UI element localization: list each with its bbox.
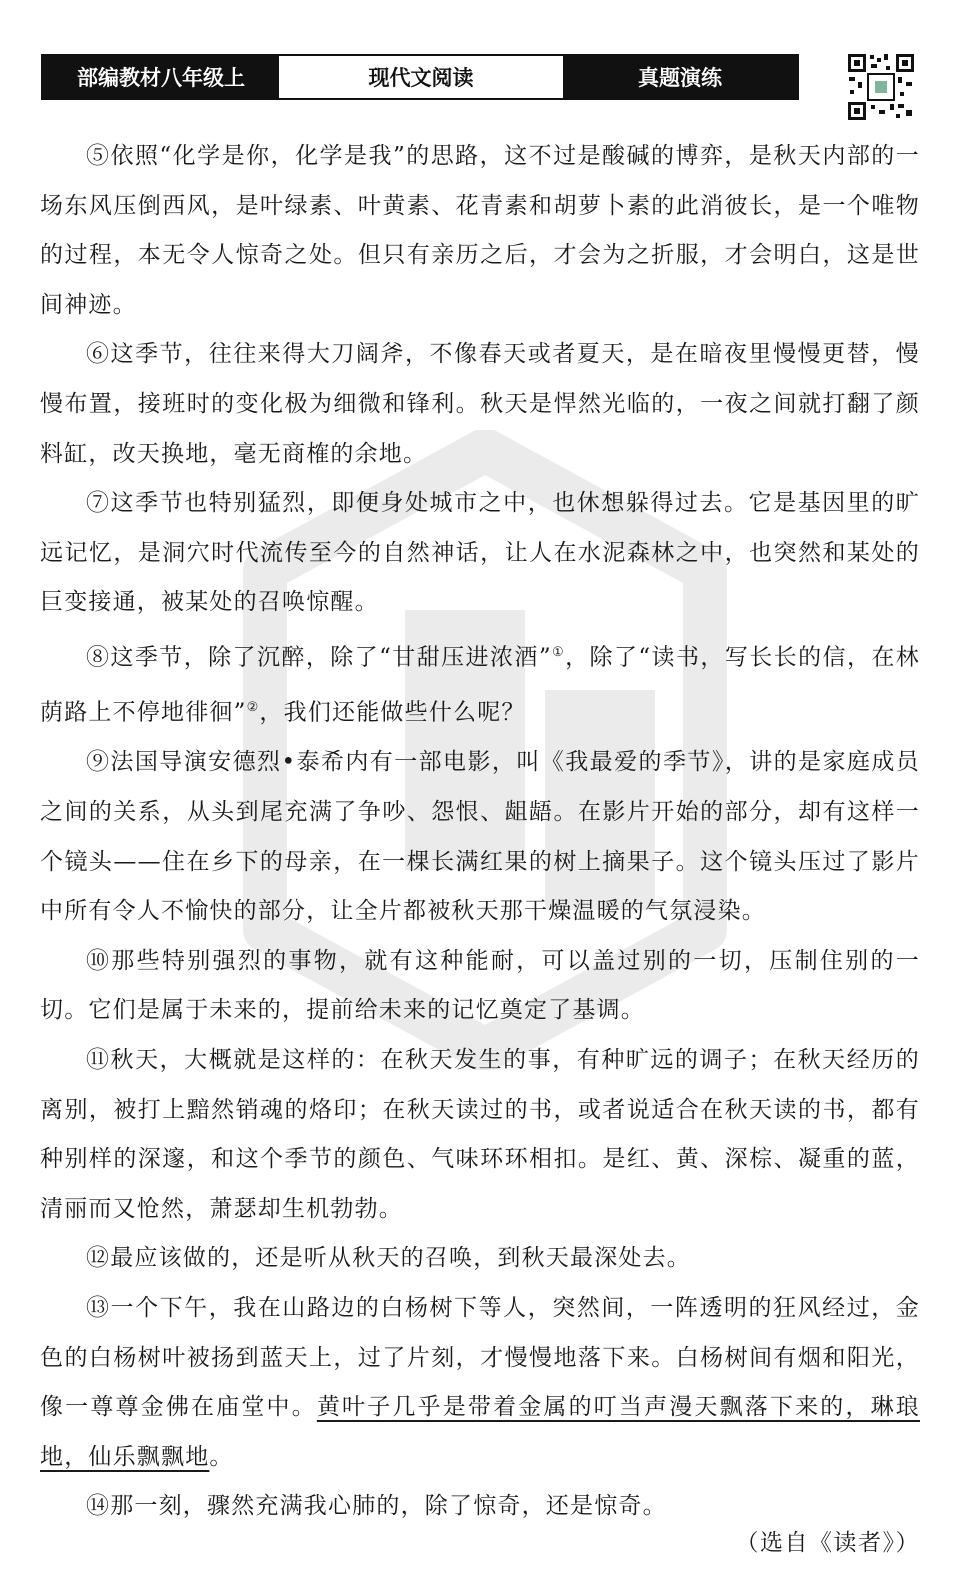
paragraph-8-part-b: ，除了“读书，写长长的信，在林荫路上不停地徘徊” <box>40 644 920 726</box>
paragraph-5: ⑤依照“化学是你，化学是我”的思路，这不过是酸碱的博弈，是秋天内部的一场东风压倒西风，是叶绿素、叶黄素、花青素和胡萝卜素的此消彼长，是一个唯物的过程，本无令人惊奇之处。但只有亲历之后，才会为之折服，才会明白，这是世间神迹。 <box>40 143 920 318</box>
header-section-label: 现代文阅读 <box>279 56 563 98</box>
paragraph-13-part-c: 。 <box>209 1443 234 1470</box>
paragraph-11: ⑪秋天，大概就是这样的：在秋天发生的事，有种旷远的调子；在秋天经历的离别，被打上黯然销魂的烙印；在秋天读过的书，或者说适合在秋天读的书，都有种别样的深邃，和这个季节的颜色、气味环环相扣。是红、黄、深棕、凝重的蓝，清丽而又怆然，萧瑟却生机勃勃。 <box>40 1047 920 1222</box>
source-citation: （选自《读者》） <box>735 1530 920 1556</box>
paragraph-13 <box>40 1284 920 1482</box>
paragraph-7: ⑦这季节也特别猛烈，即便身处城市之中，也休想躲得过去。它是基因里的旷远记忆，是洞穴时代流传至今的自然神话，让人在水泥森林之中，也突然和某处的巨变接通，被某处的召唤惊醒。 <box>40 490 920 616</box>
paragraph-6: ⑥这季节，往往来得大刀阔斧，不像春天或者夏天，是在暗夜里慢慢更替，慢慢布置，接班时的变化极为细微和锋利。秋天是悍然光临的，一夜之间就打翻了颜料缸，改天换地，毫无商榷的余地。 <box>40 341 920 467</box>
paragraph-8-part-c: ，我们还能做些什么呢？ <box>259 699 526 726</box>
paragraph-9: ⑨法国导演安德烈•泰希内有一部电影，叫《我最爱的季节》，讲的是家庭成员之间的关系，从头到尾充满了争吵、怨恨、龃龉。在影片开始的部分，却有这样一个镜头——住在乡下的母亲，在一棵长满红果的树上摘果子。这个镜头压过了影片中所有令人不愉快的部分，让全片都被秋天那干燥温暖的气氛浸染。 <box>40 749 920 925</box>
footnote-marker-2: ② <box>246 700 260 716</box>
paragraph-12: ⑫最应该做的，还是听从秋天的召唤，到秋天最深处去。 <box>86 1245 691 1272</box>
paragraph-14: ⑭那一刻，骤然充满我心肺的，除了惊奇，还是惊奇。 <box>86 1493 667 1520</box>
header-bar <box>41 54 799 100</box>
paragraph-13-part-a: ⑬一个下午，我在山路边的白杨树下等人，突然间，一阵透明的狂风经过，金色的白杨树叶被扬到蓝天上，过了片刻，才慢慢地落下来。白杨树间有烟和阳光，像一尊尊金佛在庙堂中。 <box>40 1294 920 1421</box>
paragraph-8 <box>40 628 920 739</box>
paragraph-10: ⑩那些特别强烈的事物，就有这种能耐，可以盖过别的一切，压制住别的一切。它们是属于未来的，提前给未来的记忆奠定了基调。 <box>40 947 920 1024</box>
qr-code-icon[interactable] <box>846 52 916 122</box>
underlined-sentence: 黄叶子几乎是带着金属的叮当声漫天飘落下来的，琳琅地，仙乐飘飘地 <box>40 1394 920 1470</box>
header-grade-label: 部编教材八年级上 <box>43 56 279 98</box>
header-practice-label: 真题演练 <box>563 56 797 98</box>
paragraph-8-part-a: ⑧这季节，除了沉醉，除了“甘甜压进浓酒” <box>86 644 552 671</box>
article-body <box>40 132 920 1532</box>
footnote-marker-1: ① <box>551 644 566 660</box>
